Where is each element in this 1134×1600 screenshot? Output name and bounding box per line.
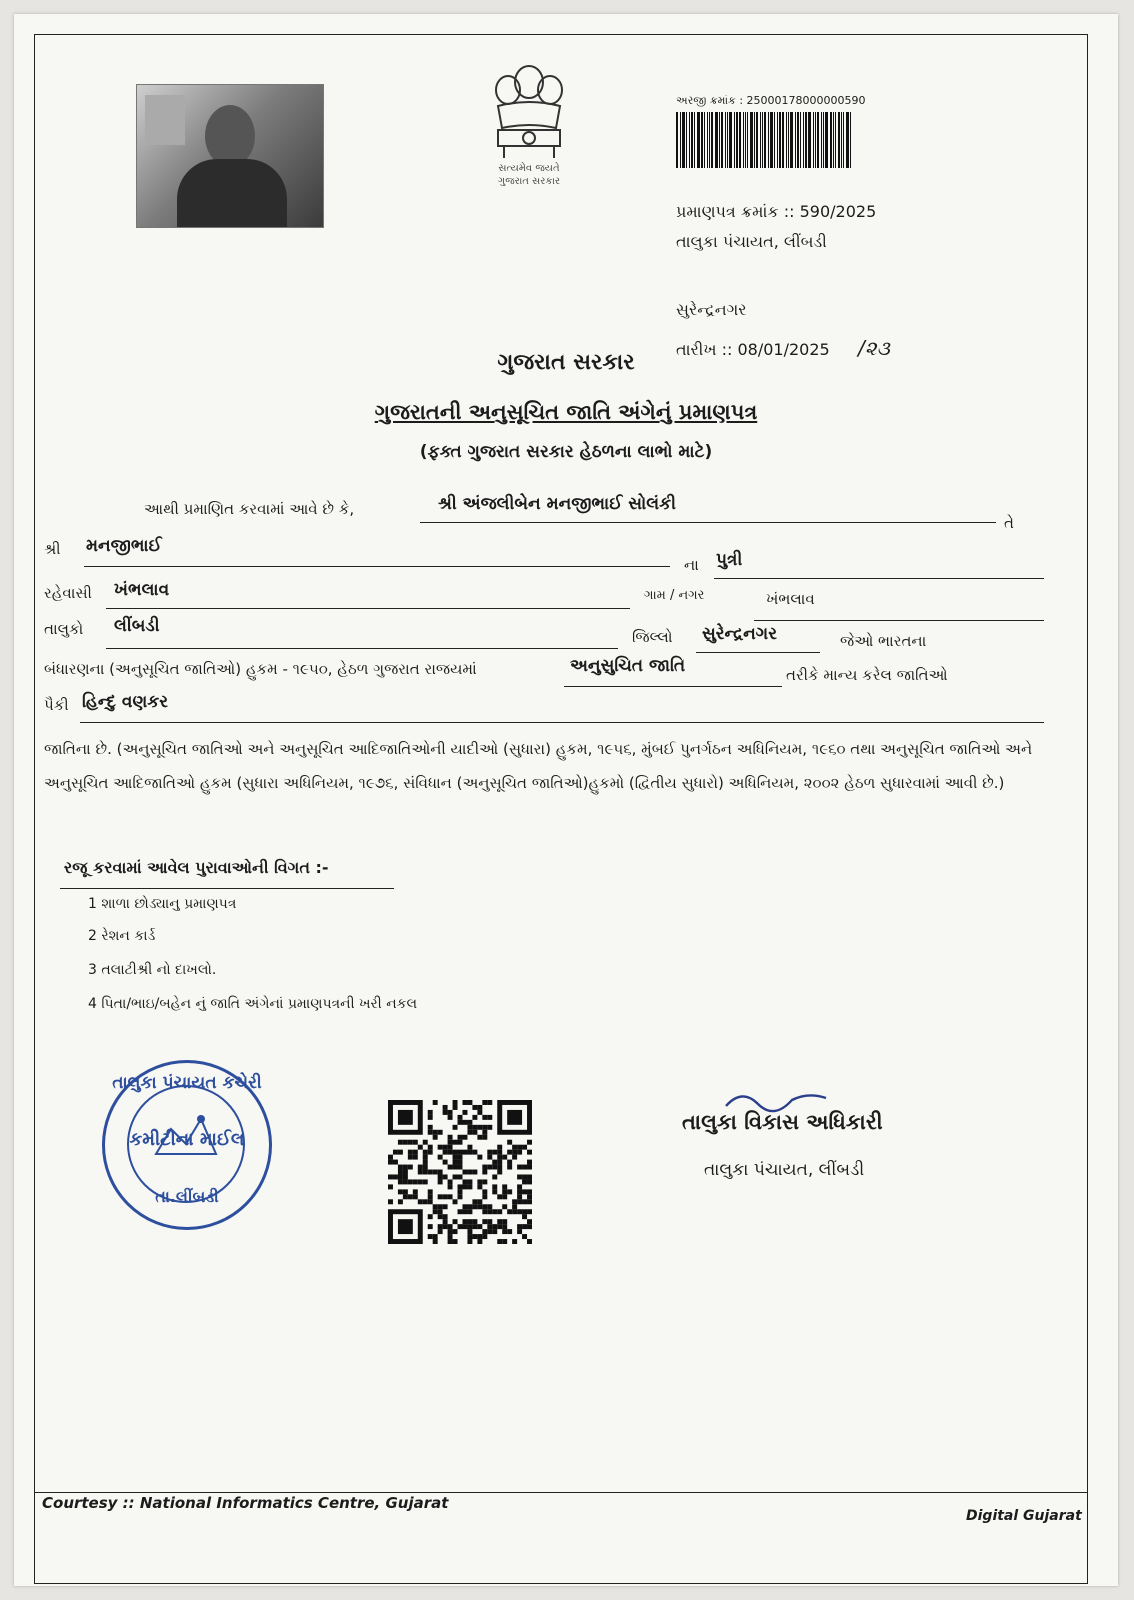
emblem-motto: સત્યમેવ જયતે <box>498 163 560 174</box>
na-label: ના <box>684 556 699 574</box>
page-border <box>34 34 1088 1584</box>
stamp-middle-text: કમીટીના માઈલ <box>129 1129 245 1150</box>
village-label: ગામ / નગર <box>644 588 705 603</box>
stamp-top-text: તાલુકા પંચાયત કચેરી <box>112 1073 262 1093</box>
resident-underline <box>106 608 630 609</box>
ashoka-lion-icon <box>484 58 574 162</box>
government-title: ગુજરાત સરકાર <box>497 350 635 375</box>
name-underline <box>420 522 996 523</box>
among-label: પૈકી <box>44 696 69 714</box>
date-handwritten-note: /૨૩ <box>858 336 890 360</box>
footer-rule <box>34 1492 1088 1493</box>
issuing-office: તાલુકા પંચાયત, લીંબડી <box>676 232 827 251</box>
state-emblem <box>474 58 584 208</box>
evidence-title: રજૂ કરવામાં આવેલ પુરાવાઓની વિગત :- <box>64 858 329 877</box>
footer-brand: Digital Gujarat <box>966 1508 1082 1524</box>
district-underline <box>696 652 820 653</box>
father-underline <box>84 566 670 567</box>
evidence-item: 1 શાળા છોડ્યાનુ પ્રમાણપત્ર <box>88 896 237 912</box>
relation-underline <box>714 578 1044 579</box>
emblem-government: ગુજરાત સરકાર <box>497 176 561 187</box>
signatory-office: તાલુકા પંચાયત, લીંબડી <box>704 1160 865 1180</box>
certificate-subtitle: (ફક્ત ગુજરાત સરકાર હેઠળના લાભો માટે) <box>419 442 713 462</box>
te-label: તે <box>1004 514 1014 532</box>
certificate-title: ગુજરાતની અનુસૂચિત જાતિ અંગેનું પ્રમાણપત્ર <box>374 400 758 424</box>
legal-paragraph: જાતિના છે. (અનુસૂચિત જાતિઓ અને અનુસૂચિત આદિજાતિઓની યાદીઓ (સુધારા) હુકમ, ૧૯૫૬, મુંબઈ પુનર્ગઠન અધિનિયમ, ૧૯૬૦ તથા અનુસૂચિત જાતિઓ અને અનુસૂચિત આદિજાતિઓ હુકમ (સુધારા અધિનિયમ, ૧૯૭૬, સંવિધાન (અનુસૂચિત જાતિઓ)હુકમો (દ્વિતીય સુધારો) અધિનિયમ, ૨૦૦૨ હેઠળ સુધારવામાં આવી છે.) <box>44 740 1033 792</box>
footer-courtesy: Courtesy :: National Informatics Centre, Gujarat <box>42 1494 449 1512</box>
signatory-title: તાલુકા વિકાસ અધિકારી <box>682 1110 883 1134</box>
relation: પુત્રી <box>716 550 743 570</box>
evidence-item: 4 પિતા/ભાઇ/બહેન નું જાતિ અંગેનાં પ્રમાણપત્રની ખરી નકલ <box>88 996 418 1012</box>
office-stamp <box>102 1060 272 1230</box>
certificate-sheet <box>14 14 1118 1586</box>
district-value: સુરેન્દ્રનગર <box>702 624 777 644</box>
applicant-photo <box>136 84 324 228</box>
order-text: બંધારણના (અનુસૂચિત જાતિઓ) હુકમ - ૧૯૫૦, હેઠળ ગુજરાત રાજયમાં <box>44 660 477 678</box>
stamp-bottom-text: તા.લીંબડી <box>155 1187 219 1206</box>
village-value: ખંભલાવ <box>766 590 815 608</box>
father-name: મનજીભાઈ <box>86 536 162 556</box>
jeo-label: જેઓ ભારતના <box>840 632 927 650</box>
applicant-name: શ્રી અંજલીબેન મનજીભાઈ સોલંકી <box>438 494 676 514</box>
resident-place: ખંભલાવ <box>114 580 170 600</box>
caste-underline <box>80 722 1044 723</box>
issuing-district: સુરેન્દ્રનગર <box>676 300 747 319</box>
shri-label: શ્રી <box>44 540 61 558</box>
category-value: અનુસુચિત જાતિ <box>570 656 686 676</box>
district-label: જિલ્લો <box>632 628 673 646</box>
accepted-label: તરીકે માન્ય કરેલ જાતિઓ <box>786 666 948 684</box>
application-number: અરજી ક્રમાંક : 25000178000000590 <box>676 94 866 107</box>
village-underline <box>754 620 1044 621</box>
certificate-number: પ્રમાણપત્ર ક્રમાંક :: 590/2025 <box>676 202 877 221</box>
evidence-item: 3 તલાટીશ્રી નો દાખલો. <box>88 962 217 978</box>
taluka-value: લીંબડી <box>114 616 160 636</box>
evidence-title-underline <box>60 888 394 889</box>
taluka-label: તાલુકો <box>44 620 84 638</box>
resident-label: રહેવાસી <box>44 584 92 602</box>
qr-code <box>388 1100 532 1244</box>
taluka-underline <box>106 648 618 649</box>
intro-label: આથી પ્રમાણિત કરવામાં આવે છે કે, <box>144 500 355 518</box>
evidence-item: 2 રેશન કાર્ડ <box>88 928 156 944</box>
caste-value: હિન્દુ વણકર <box>82 692 169 712</box>
barcode <box>676 112 916 168</box>
issue-date: તારીખ :: 08/01/2025 <box>676 340 830 359</box>
category-underline <box>564 686 782 687</box>
